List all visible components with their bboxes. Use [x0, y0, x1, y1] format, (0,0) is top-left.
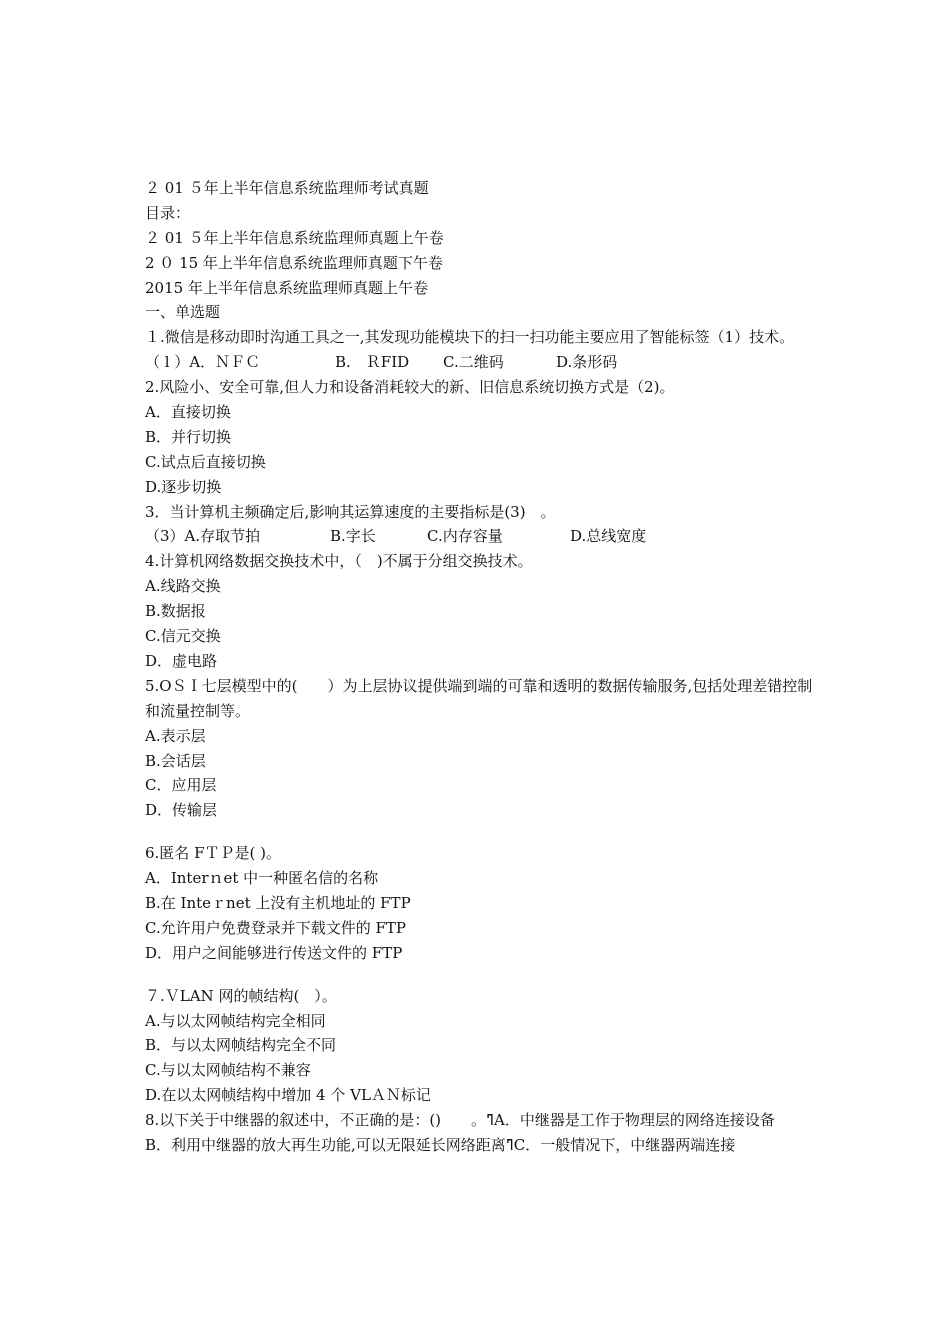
- spacer: [145, 823, 813, 841]
- option-a: （3）A.存取节拍: [145, 527, 261, 546]
- toc-item: ２ 01 ５年上半年信息系统监理师真题上午卷: [145, 228, 444, 247]
- question-stem: ７.ＶLAN 网的帧结构( ）。: [145, 986, 337, 1005]
- option-b: B．与以太网帧结构完全不同: [145, 1036, 337, 1055]
- spacer: [145, 966, 813, 984]
- option-c: C.与以太网帧结构不兼容: [145, 1061, 311, 1080]
- option-d: D．用户之间能够进行传送文件的 FTP: [145, 943, 403, 962]
- question-stem: 6.匿名 FＴＰ是( )。: [145, 844, 281, 863]
- option-c: C.信元交换: [145, 627, 221, 646]
- option-a: A.线路交换: [145, 577, 221, 596]
- option-d: D.在以太网帧结构中增加 4 个 VLＡＮ标记: [145, 1086, 431, 1105]
- option-d: D．虚电路: [145, 651, 218, 670]
- option-b: B.会话层: [145, 751, 206, 770]
- option-a: A．直接切换: [145, 403, 231, 422]
- question-options: [145, 350, 813, 375]
- question-stem: １.微信是移动即时沟通工具之一,其发现功能模块下的扫一扫功能主要应用了智能标签（1）技术。: [145, 328, 795, 347]
- option-a: A.表示层: [145, 726, 206, 745]
- option-d: D.逐步切换: [145, 477, 222, 496]
- option-c: C.内存容量: [427, 527, 503, 546]
- option-a: A.与以太网帧结构完全相同: [145, 1011, 326, 1030]
- option-c: C.试点后直接切换: [145, 452, 266, 471]
- question-stem: 4.计算机网络数据交换技术中，（ )不属于分组交换技术。: [145, 552, 533, 571]
- option-c: C.二维码: [443, 353, 504, 372]
- toc-item: 2 ０ 15 年上半年信息系统监理师真题下午卷: [145, 253, 443, 272]
- question-stem: 3．当计算机主频确定后,影响其运算速度的主要指标是(3) 。: [145, 502, 556, 521]
- document-body: [145, 176, 813, 1158]
- toc-label: 目录：: [145, 203, 191, 222]
- section-title: 2015 年上半年信息系统监理师真题上午卷: [145, 278, 428, 297]
- option-b: B．并行切换: [145, 427, 232, 446]
- option-b: B.数据报: [145, 602, 206, 621]
- option-a: A．Interｎet 中一种匿名信的名称: [145, 869, 379, 888]
- option-b: B.在 Inteｒnet 上没有主机地址的 FTP: [145, 893, 411, 912]
- document-title: ２ 01 ５年上半年信息系统监理师考试真题: [145, 179, 429, 197]
- option-c: C.允许用户免费登录并下载文件的 FTP: [145, 918, 406, 937]
- part-title: 一、单选题: [145, 303, 221, 322]
- option-a: （ l ）A．ＮＦＣ: [145, 353, 261, 372]
- option-c: C．应用层: [145, 776, 217, 795]
- option-b: B. ＲFID: [335, 353, 410, 372]
- option-d: D．传输层: [145, 801, 218, 820]
- question-stem: 5.OＳＩ七层模型中的( ）为上层协议提供端到端的可靠和透明的数据传输服务,包括处理差错控制和流量控制等。: [145, 676, 813, 720]
- question-options: [145, 524, 813, 549]
- question-continuation: B．利用中继器的放大再生功能,可以无限延长网络距离ߣC．一般情况下，中继器两端连接: [145, 1136, 736, 1155]
- question-stem: 8.以下关于中继器的叙述中，不正确的是：() 。ߣA．中继器是工作于物理层的网络连接设备: [145, 1111, 775, 1130]
- option-b: B.字长: [330, 527, 376, 546]
- option-d: D.总线宽度: [570, 527, 647, 546]
- option-d: D.条形码: [556, 353, 618, 372]
- question-stem: 2.风险小、安全可靠,但人力和设备消耗较大的新、旧信息系统切换方式是（2)。: [145, 378, 675, 397]
